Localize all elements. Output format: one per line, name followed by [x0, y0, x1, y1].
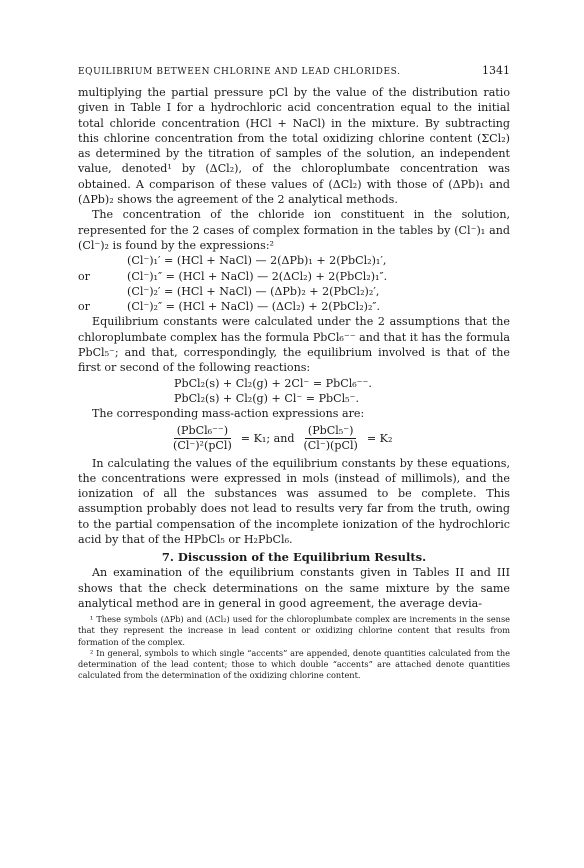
equation: (Cl⁻)₁′ = (HCl + NaCl) — 2(ΔPb)₁ + 2(PbCl₂)₁′, — [127, 254, 387, 268]
paragraph-5: In calculating the values of the equilibrium constants by these equations, the concentrations were expressed in mols (instead of millimols), and the ionization of all the substances was assumed to be complete. This assumption probably does not lead to results very far from the truth, owing to the partial compensation of the incomplete ionization of the hydrochloric acid by that of the HPbCl₅ or H₂PbCl₆. — [78, 456, 510, 547]
reaction-1: PbCl₂(s) + Cl₂(g) + 2Cl⁻ = PbCl₆⁻⁻. — [174, 376, 372, 390]
page-number: 1341 — [482, 64, 510, 77]
k1-label: = K₁; and — [240, 431, 295, 445]
equation-row — [78, 253, 510, 268]
paragraph-2: The concentration of the chloride ion constituent in the solution, represented for the 2 cases of complex formation in the tables by (Cl⁻)₁ and (Cl⁻)₂ is found by the expressions:² — [78, 208, 510, 252]
denominator: (Cl⁻)(pCl) — [303, 438, 358, 452]
equation-prefix: or — [78, 269, 90, 283]
section-heading: 7. Discussion of the Equilibrium Results. — [161, 550, 427, 565]
page — [78, 64, 510, 681]
equation-prefix — [78, 253, 122, 268]
footnote-1: ¹ These symbols (ΔPb) and (ΔCl₂) used for the chloroplumbate complex are increments in the sense that they represent the increase in lead content or oxidizing chlorine content that results from formation of the complex. — [78, 614, 510, 647]
equation-prefix: or — [78, 300, 90, 314]
numerator: (PbCl₆⁻⁻) — [174, 424, 231, 439]
paragraph-4: The corresponding mass-action expressions are: — [92, 407, 365, 421]
equation-row — [78, 299, 510, 314]
equation: (Cl⁻)₂″ = (HCl + NaCl) — (ΔCl₂) + 2(PbCl₂)₂″. — [127, 300, 381, 314]
equation-block — [78, 253, 510, 314]
equation-row — [78, 284, 510, 299]
equation-prefix — [78, 284, 122, 299]
denominator: (Cl⁻)²(pCl) — [173, 438, 232, 452]
reaction-block — [78, 376, 510, 407]
equation-row — [78, 269, 510, 284]
running-title: EQUILIBRIUM BETWEEN CHLORINE AND LEAD CHLORIDES. — [78, 67, 401, 77]
paragraph-6: An examination of the equilibrium constants given in Tables II and III shows that the check determinations on the same mixture by the same analytical method are in general in good agreement, the average devia- — [78, 566, 510, 610]
mass-action-expressions — [78, 424, 510, 453]
paragraph-3: Equilibrium constants were calculated under the 2 assumptions that the chloroplumbate complex has the formula PbCl₆⁻⁻ and that it has the formula PbCl₅⁻; and that, correspondingly, the equilibrium involved is that of the first or second of the following reactions: — [78, 315, 510, 375]
fraction-k1 — [170, 424, 235, 453]
running-header — [78, 64, 510, 77]
numerator: (PbCl₅⁻) — [305, 424, 357, 439]
paragraph-1: multiplying the partial pressure pCl by the value of the distribution ratio given in Table I for a hydrochloric acid concentration equal to the initial total chloride concentration (HCl + NaCl) in the mixture. By subtracting this chlorine concentration from the total oxidizing chlorine content (ΣCl₂) as determined by the titration of samples of the solution, an independent value, denoted¹ by (ΔCl₂), of the chloroplumbate concentration was obtained. A comparison of these values of (ΔCl₂) with those of (ΔPb)₁ and (ΔPb)₂ shows the agreement of the 2 analytical methods. — [78, 86, 510, 207]
footnote-2: ² In general, symbols to which single “accents” are appended, denote quantities calculated from the determination of the lead content; those to which double “accents” are attached denote quantities calculated from the determination of the oxidizing chlorine content. — [78, 647, 510, 681]
reaction-2: PbCl₂(s) + Cl₂(g) + Cl⁻ = PbCl₅⁻. — [174, 391, 360, 405]
k2-label: = K₂ — [366, 431, 393, 445]
equation: (Cl⁻)₁″ = (HCl + NaCl) — 2(ΔCl₂) + 2(PbCl₂)₁″. — [127, 269, 388, 283]
equation: (Cl⁻)₂′ = (HCl + NaCl) — (ΔPb)₂ + 2(PbCl₂)₂′, — [127, 284, 380, 298]
fraction-k2 — [300, 424, 360, 453]
